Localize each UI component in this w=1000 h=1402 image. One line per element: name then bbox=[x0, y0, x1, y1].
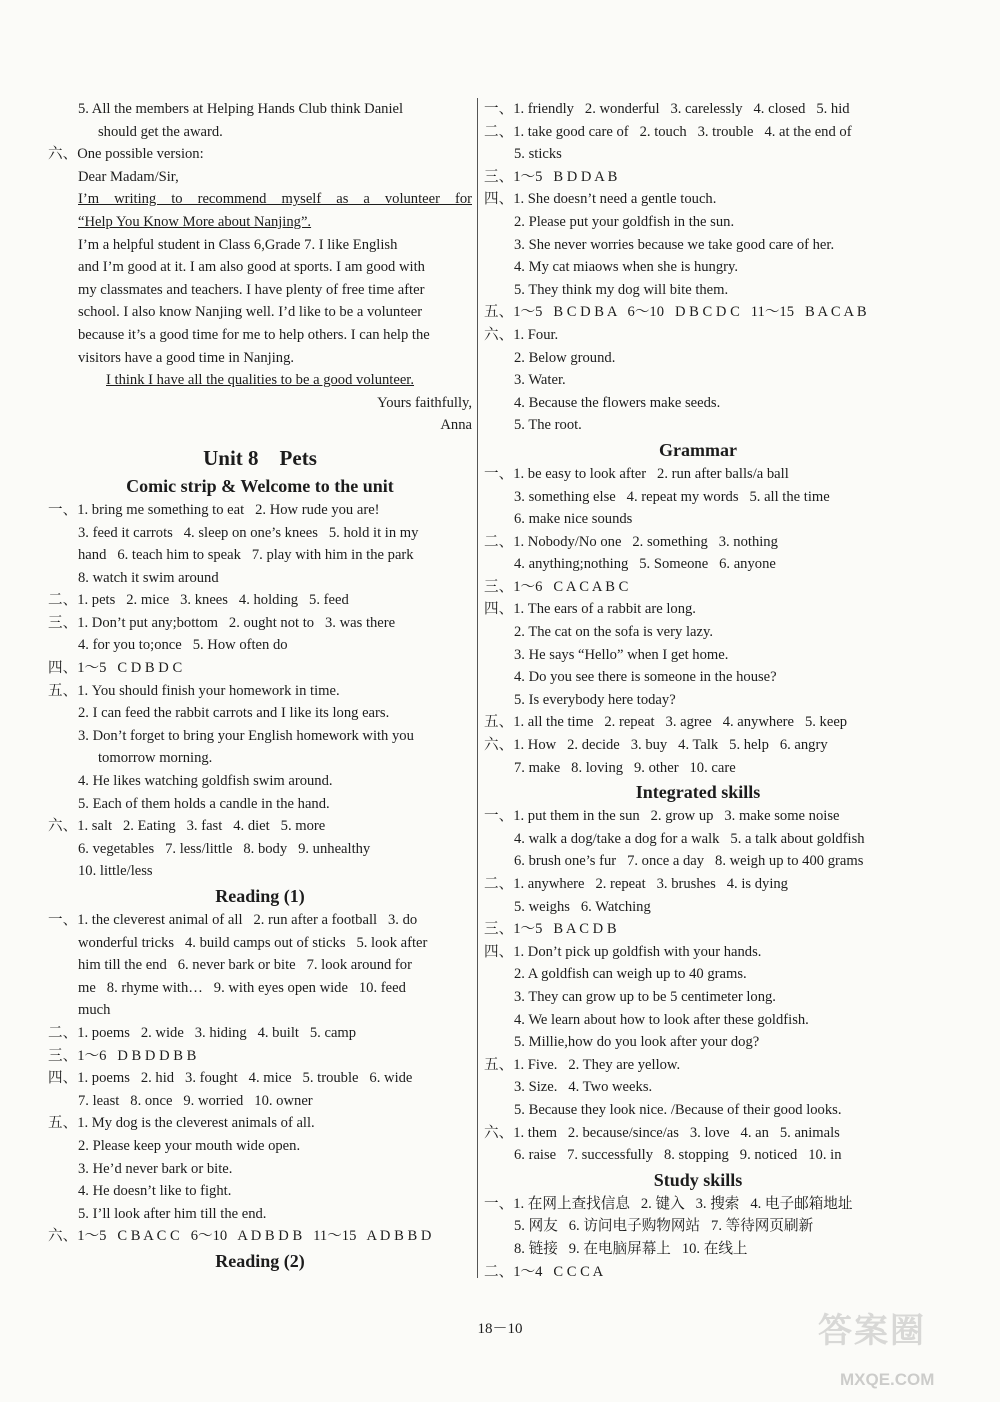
answer-line: 6. raise 7. successfully 8. stopping 9. noticed 10. in bbox=[514, 1147, 842, 1164]
answer-line: 4. anything;nothing 5. Someone 6. anyone bbox=[514, 556, 776, 573]
answer-line: 三、1～5 B A C D B bbox=[484, 921, 617, 938]
answer-line: 2. A goldfish can weigh up to 40 grams. bbox=[514, 966, 747, 983]
section-heading: Grammar bbox=[659, 439, 737, 460]
answer-line: my classmates and teachers. I have plenty of free time after bbox=[78, 281, 425, 298]
answer-line: 三、1～6 D B D D B B bbox=[48, 1047, 197, 1064]
answer-line: 五、1～5 B C D B A 6～10 D B C D C 11～15 B A C A B bbox=[484, 304, 867, 321]
answer-line: 四、1～5 C D B D C bbox=[48, 660, 183, 677]
answer-line: 5. The root. bbox=[514, 417, 582, 434]
answer-line: 3. He says “Hello” when I get home. bbox=[514, 646, 729, 663]
answer-line: 二、1. Nobody/No one 2. something 3. nothing bbox=[484, 533, 778, 550]
answer-line: 5. sticks bbox=[514, 146, 562, 163]
answer-line: me 8. rhyme with… 9. with eyes open wide 10. feed bbox=[78, 979, 406, 996]
answer-line: wonderful tricks 4. build camps out of sticks 5. look after bbox=[78, 934, 428, 951]
answer-line: 5. Millie,how do you look after your dog? bbox=[514, 1034, 760, 1051]
answer-line: 5. They think my dog will bite them. bbox=[514, 281, 729, 298]
answer-line: 5. weighs 6. Watching bbox=[514, 898, 651, 915]
answer-line: 10. little/less bbox=[78, 863, 153, 880]
answer-line: 二、1. take good care of 2. touch 3. trouble 4. at the end of bbox=[484, 123, 852, 140]
answer-line: 五、1. Five. 2. They are yellow. bbox=[484, 1056, 681, 1073]
answer-line: 3. feed it carrots 4. sleep on one’s knees 5. hold it in my bbox=[78, 524, 419, 541]
answer-line: 三、1～6 C A C A B C bbox=[484, 578, 629, 595]
page-number: 18－10 bbox=[477, 1321, 523, 1337]
answer-line: 4. We learn about how to look after these goldfish. bbox=[514, 1011, 809, 1028]
answer-line: 4. My cat miaows when she is hungry. bbox=[514, 259, 739, 276]
answer-line: Dear Madam/Sir, bbox=[78, 168, 179, 185]
answer-line: 2. I can feed the rabbit carrots and I like its long ears. bbox=[78, 705, 390, 722]
answer-line: hand 6. teach him to speak 7. play with him in the park bbox=[78, 547, 414, 564]
answer-line: 6. brush one’s fur 7. once a day 8. weigh up to 400 grams bbox=[514, 853, 864, 870]
answer-line: 2. The cat on the sofa is very lazy. bbox=[514, 624, 713, 641]
unit-title: Unit 8 Pets bbox=[203, 445, 317, 470]
answer-line: 5. 网友 6. 访问电子购物网站 7. 等待网页刷新 bbox=[514, 1218, 814, 1235]
answer-line: 3. something else 4. repeat my words 5. all the time bbox=[514, 488, 830, 505]
answer-line: 四、1. She doesn’t need a gentle touch. bbox=[484, 191, 717, 208]
answer-line: 6. make nice sounds bbox=[514, 511, 633, 528]
answer-line: 一、1. bring me something to eat 2. How rude you are! bbox=[48, 501, 380, 518]
answer-line: 一、1. friendly 2. wonderful 3. carelessly 4. closed 5. hid bbox=[484, 101, 850, 117]
answer-line: 二、1～4 C C C A bbox=[484, 1263, 604, 1280]
answer-line: 四、1. The ears of a rabbit are long. bbox=[484, 601, 696, 618]
answer-line: 一、1. the cleverest animal of all 2. run after a football 3. do bbox=[48, 912, 418, 928]
answer-line: 三、1～5 B D D A B bbox=[484, 168, 618, 185]
answer-line: 5. All the members at Helping Hands Club think Daniel bbox=[78, 101, 404, 117]
answer-line: 六、1. salt 2. Eating 3. fast 4. diet 5. more bbox=[48, 818, 326, 835]
answer-line: 5. Is everybody here today? bbox=[514, 691, 676, 708]
answer-line: 一、1. 在网上查找信息 2. 键入 3. 搜索 4. 电子邮箱地址 bbox=[484, 1195, 853, 1212]
answer-line: 六、One possible version: bbox=[48, 146, 204, 163]
answer-line: 4. Because the flowers make seeds. bbox=[514, 394, 721, 411]
section-heading: Reading (2) bbox=[215, 1250, 305, 1271]
answer-line: him till the end 6. never bark or bite 7. look around for bbox=[78, 957, 412, 974]
answer-line: school. I also know Nanjing well. I’d like to be a volunteer bbox=[78, 304, 423, 321]
answer-line: 4. walk a dog/take a dog for a walk 5. a talk about goldfish bbox=[514, 830, 865, 847]
answer-line: 8. 链接 9. 在电脑屏幕上 10. 在线上 bbox=[514, 1240, 748, 1257]
answer-line: 2. Please keep your mouth wide open. bbox=[78, 1137, 301, 1154]
answer-line: 四、1. Don’t pick up goldfish with your hands. bbox=[484, 943, 762, 960]
answer-line: 六、1. them 2. because/since/as 3. love 4. an 5. animals bbox=[484, 1124, 840, 1141]
answer-line: 四、1. poems 2. hid 3. fought 4. mice 5. trouble 6. wide bbox=[48, 1070, 413, 1087]
answer-line: 一、1. put them in the sun 2. grow up 3. make some noise bbox=[484, 808, 840, 825]
section-heading: Integrated skills bbox=[635, 782, 761, 803]
answer-line: 一、1. be easy to look after 2. run after balls/a ball bbox=[484, 465, 789, 482]
column-divider bbox=[477, 98, 478, 1278]
answer-line: 3. She never worries because we take good care of her. bbox=[514, 236, 835, 253]
answer-line: because it’s a good time for me to help others. I can help the bbox=[78, 326, 430, 343]
section-heading: Reading (1) bbox=[215, 886, 305, 906]
answer-line: 五、1. all the time 2. repeat 3. agree 4. anywhere 5. keep bbox=[484, 714, 848, 731]
answer-line: 6. vegetables 7. less/little 8. body 9. unhealthy bbox=[78, 840, 371, 857]
answer-line: 五、1. You should finish your homework in time. bbox=[48, 682, 340, 699]
answer-line: visitors have a good time in Nanjing. bbox=[78, 349, 295, 366]
answer-line: 五、1. My dog is the cleverest animals of all. bbox=[48, 1115, 315, 1132]
answer-line: I’m writing to recommend myself as a volunteer for bbox=[78, 191, 472, 208]
answer-line: 7. make 8. loving 9. other 10. care bbox=[514, 759, 736, 776]
answer-line: Yours faithfully, bbox=[377, 394, 472, 411]
answer-line: “Help You Know More about Nanjing”. bbox=[78, 213, 312, 230]
answer-line: and I’m good at it. I am also good at sports. I am good with bbox=[78, 259, 425, 276]
answer-line: much bbox=[78, 1002, 111, 1019]
left-column bbox=[48, 98, 472, 1274]
answer-line: 7. least 8. once 9. worried 10. owner bbox=[78, 1092, 313, 1109]
answer-line: 8. watch it swim around bbox=[78, 569, 219, 586]
answer-line: 3. Water. bbox=[514, 372, 566, 389]
right-column bbox=[484, 98, 912, 1283]
answer-line: 六、1. Four. bbox=[484, 326, 559, 343]
answer-line: should get the award. bbox=[98, 123, 223, 140]
answer-line: 3. They can grow up to be 5 centimeter long. bbox=[514, 988, 776, 1005]
section-heading: Study skills bbox=[653, 1169, 743, 1190]
answer-line: 2. Please put your goldfish in the sun. bbox=[514, 213, 735, 230]
answer-line: 4. He likes watching goldfish swim around. bbox=[78, 773, 333, 790]
answer-line: 3. Size. 4. Two weeks. bbox=[514, 1079, 653, 1096]
section-heading: Comic strip & Welcome to the unit bbox=[126, 475, 394, 496]
answer-line: 二、1. anywhere 2. repeat 3. brushes 4. is dying bbox=[484, 876, 788, 892]
watermark-url: MXQE.COM bbox=[840, 1370, 935, 1390]
answer-line: 5. Because they look nice. /Because of their good looks. bbox=[514, 1101, 842, 1118]
answer-line: 5. Each of them holds a candle in the hand. bbox=[78, 795, 330, 812]
answer-line: I’m a helpful student in Class 6,Grade 7. I like English bbox=[78, 236, 398, 253]
watermark-logo bbox=[812, 1311, 987, 1394]
answer-line: 3. He’d never bark or bite. bbox=[78, 1160, 233, 1177]
answer-line: 二、1. pets 2. mice 3. knees 4. holding 5. feed bbox=[48, 592, 349, 609]
answer-line: 2. Below ground. bbox=[514, 349, 616, 366]
answer-line: 4. Do you see there is someone in the house? bbox=[514, 669, 777, 686]
answer-line: Anna bbox=[440, 417, 472, 434]
answer-line: 六、1. How 2. decide 3. buy 4. Talk 5. help 6. angry bbox=[484, 737, 828, 754]
watermark-text: 答案圈 bbox=[818, 1311, 926, 1351]
answer-line: 5. I’ll look after him till the end. bbox=[78, 1205, 267, 1222]
answer-line: tomorrow morning. bbox=[98, 750, 213, 767]
answer-line: 三、1. Don’t put any;bottom 2. ought not to 3. was there bbox=[48, 614, 396, 631]
answer-line: 4. He doesn’t like to fight. bbox=[78, 1183, 232, 1200]
answer-line: 六、1～5 C B A C C 6～10 A D B D B 11～15 A D B B D bbox=[48, 1228, 432, 1245]
answer-line: I think I have all the qualities to be a good volunteer. bbox=[106, 372, 415, 389]
answer-line: 3. Don’t forget to bring your English homework with you bbox=[78, 727, 414, 744]
answer-line: 4. for you to;once 5. How often do bbox=[78, 637, 288, 654]
answer-line: 二、1. poems 2. wide 3. hiding 4. built 5. camp bbox=[48, 1024, 357, 1041]
